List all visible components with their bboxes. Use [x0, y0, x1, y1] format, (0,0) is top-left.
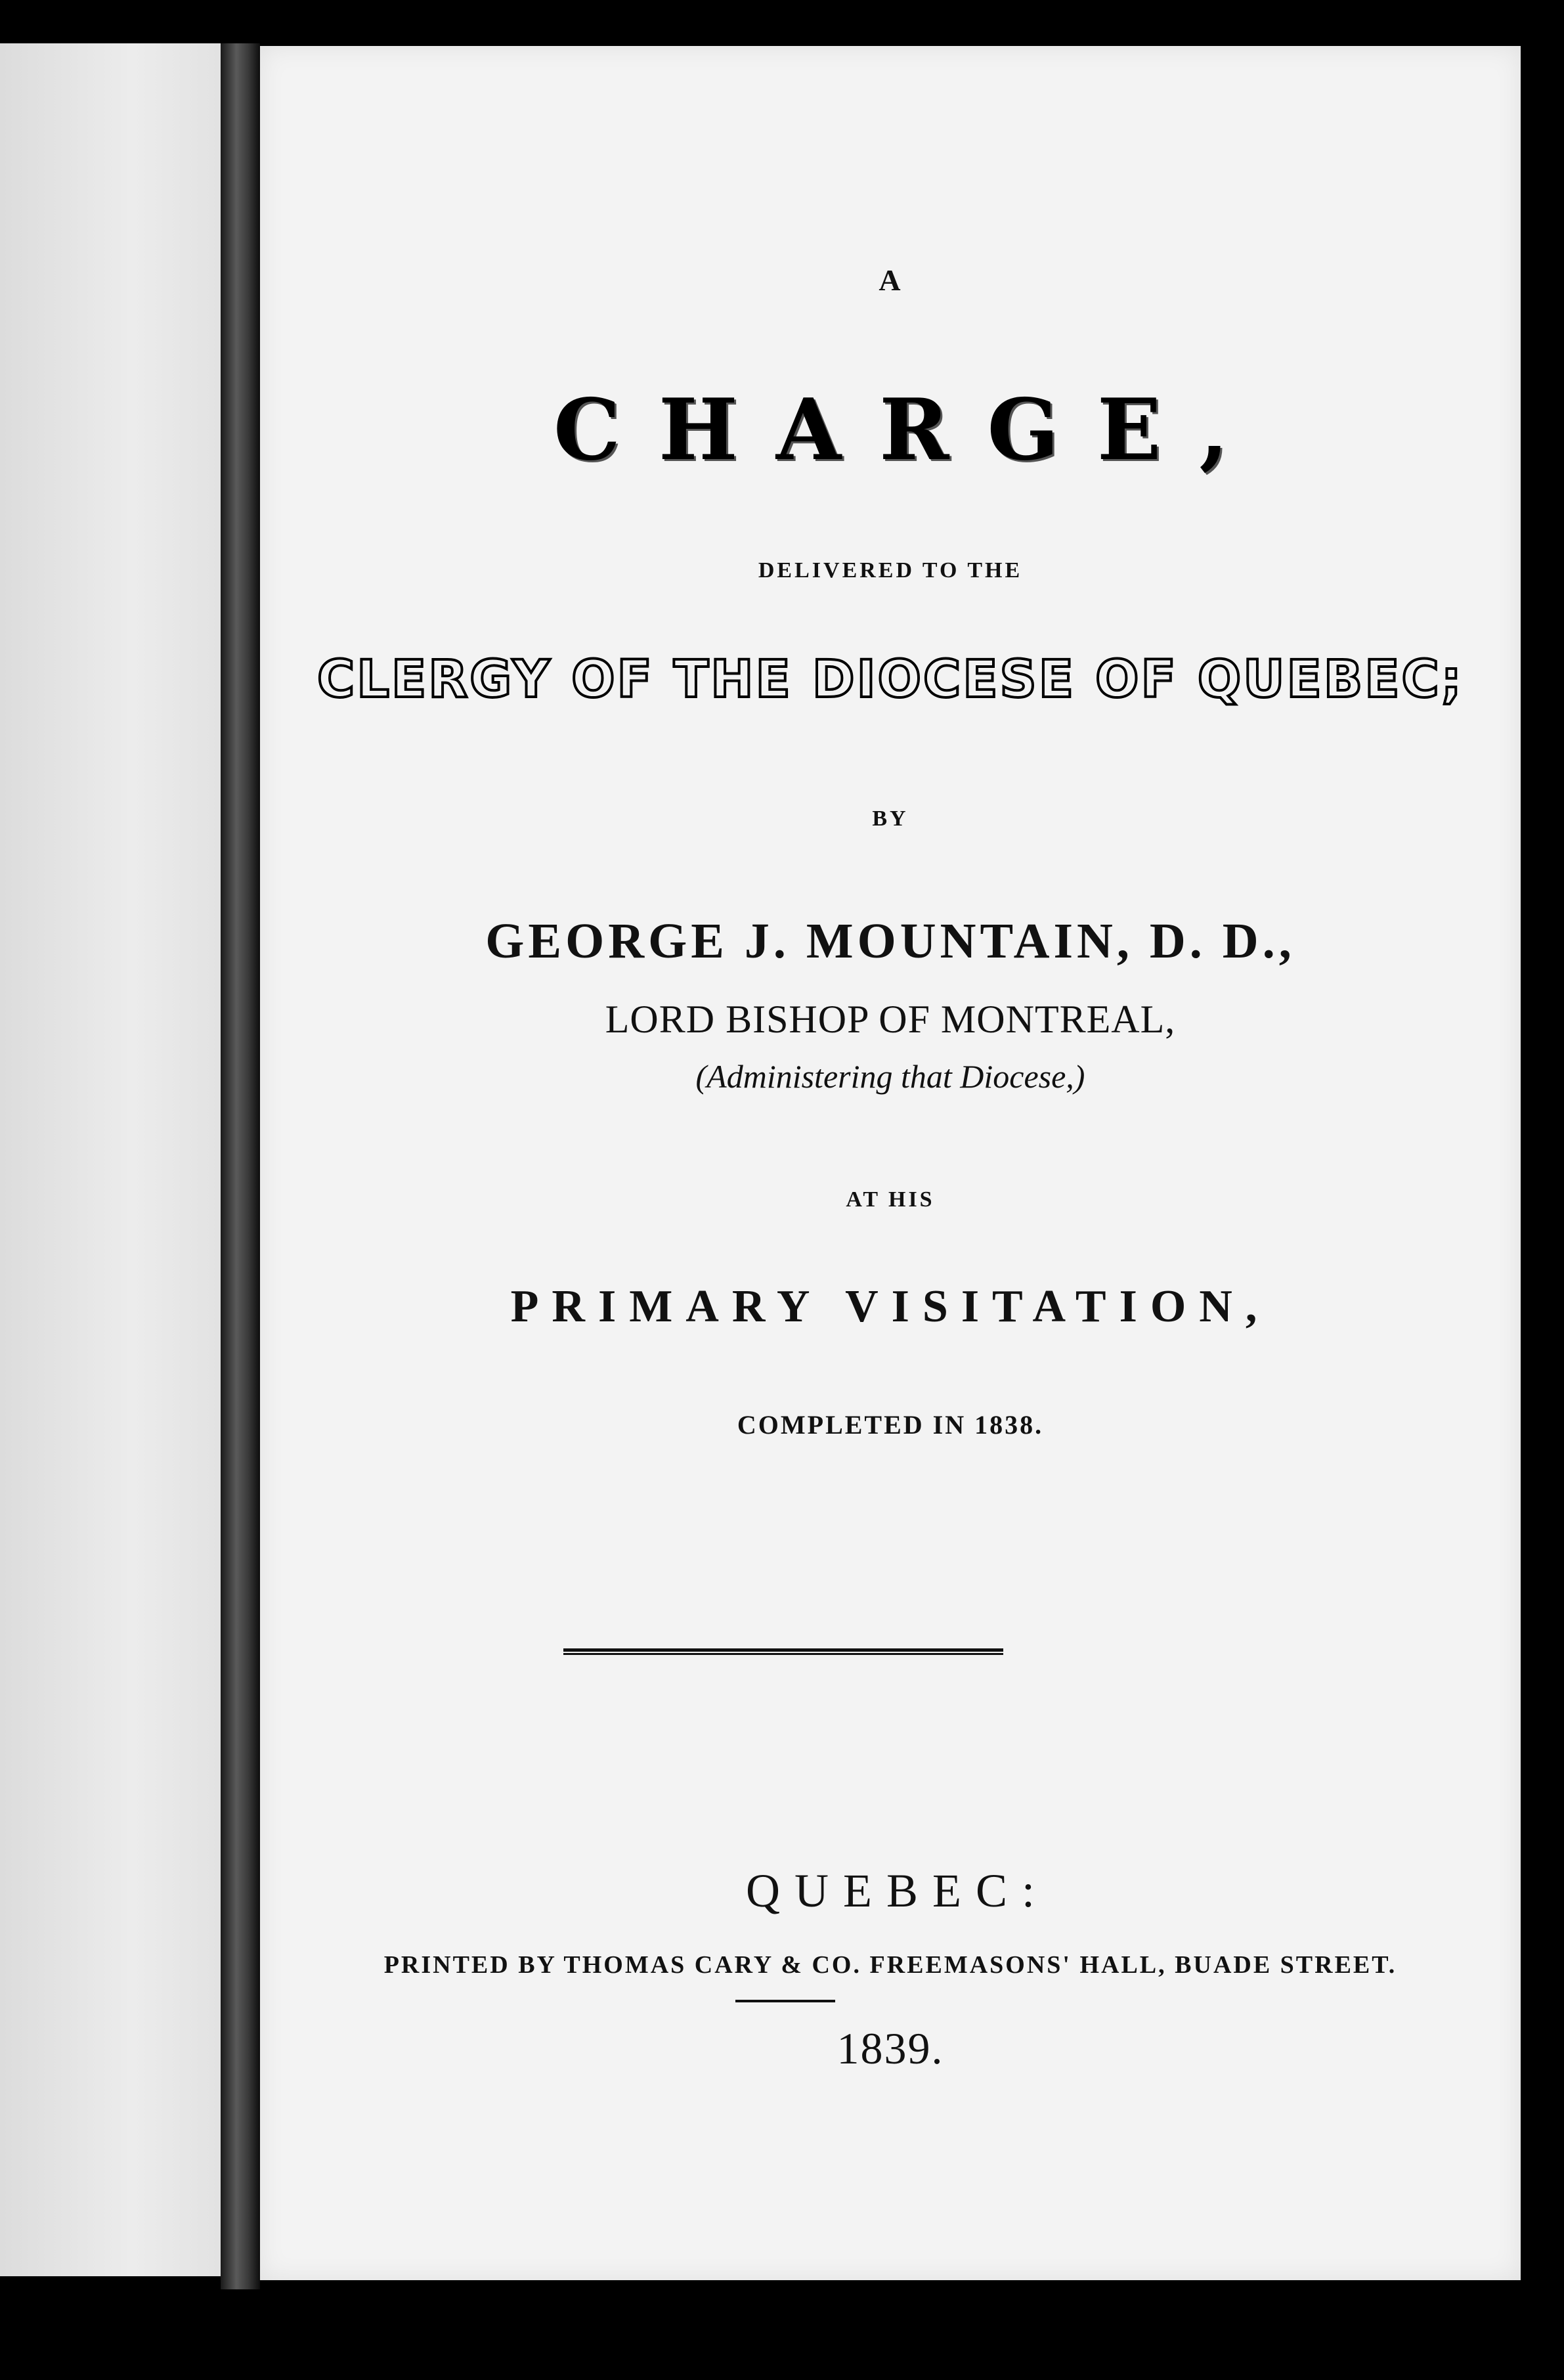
left-page-edge [0, 43, 221, 2276]
title-page [260, 46, 1521, 2280]
imprint-place: QUEBEC: [745, 1864, 1049, 1917]
author-office: LORD BISHOP OF MONTREAL, [605, 998, 1176, 1041]
double-rule-divider [563, 1648, 1003, 1655]
short-rule-divider [735, 2000, 835, 2002]
audience-line: CLERGY OF THE DIOCESE OF QUEBEC; [317, 650, 1464, 709]
title-article: A [879, 263, 902, 297]
by-line: BY [872, 806, 909, 831]
book-gutter [221, 43, 260, 2289]
completed-line: COMPLETED IN 1838. [737, 1410, 1044, 1440]
occasion-line: PRIMARY VISITATION, [510, 1281, 1271, 1332]
imprint-year: 1839. [836, 2023, 944, 2073]
author-name: GEORGE J. MOUNTAIN, D. D., [485, 914, 1295, 969]
at-his-line: AT HIS [846, 1187, 935, 1212]
delivered-line: DELIVERED TO THE [758, 558, 1023, 583]
administering-note: (Administering that Diocese,) [695, 1058, 1085, 1095]
main-title: CHARGE, [554, 381, 1267, 479]
imprint-printer: PRINTED BY THOMAS CARY & CO. FREEMASONS' HALL, BUADE STREET. [383, 1951, 1397, 1979]
